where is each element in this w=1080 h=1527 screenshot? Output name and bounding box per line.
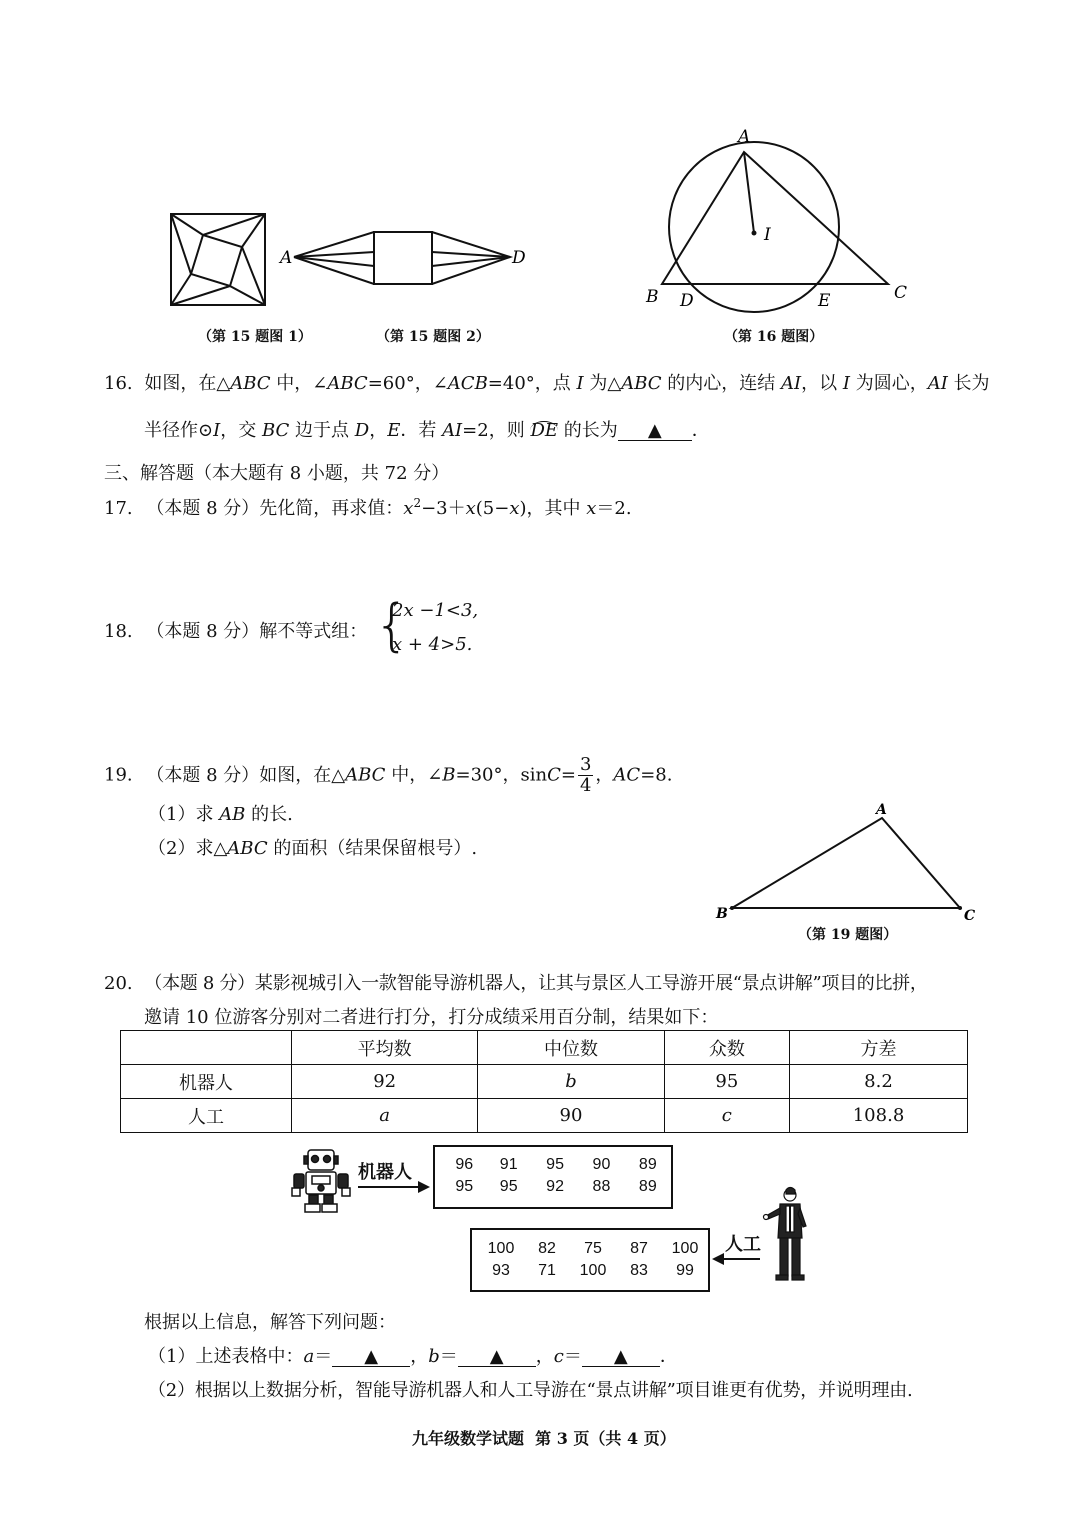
q18-brace: { bbox=[374, 593, 410, 658]
table-cell: b bbox=[478, 1065, 664, 1099]
fig19-caption: （第 19 题图） bbox=[798, 927, 898, 943]
table-header-cell: 众数 bbox=[664, 1031, 789, 1065]
fig19-label-b: B bbox=[716, 906, 728, 922]
table-cell: 92 bbox=[292, 1065, 478, 1099]
score: 92 bbox=[546, 1178, 564, 1195]
fig16-caption: （第 16 题图） bbox=[724, 329, 824, 345]
page-footer: 九年级数学试题 第 3 页（共 4 页） bbox=[412, 1429, 676, 1448]
score: 89 bbox=[638, 1178, 657, 1195]
table-header-cell bbox=[121, 1031, 292, 1065]
q18-number: 18. bbox=[104, 621, 133, 642]
table-cell: c bbox=[664, 1099, 789, 1133]
q20-number: 20. bbox=[104, 973, 133, 994]
fig16-label-d: D bbox=[680, 291, 694, 311]
score: 100 bbox=[671, 1240, 699, 1257]
score: 100 bbox=[487, 1240, 515, 1257]
fig15-2-caption: （第 15 题图 2） bbox=[376, 329, 490, 345]
table-cell: a bbox=[292, 1099, 478, 1133]
table-row bbox=[121, 1065, 968, 1099]
q19-sub1: （1）求 AB 的长. bbox=[148, 804, 293, 825]
fig15-2-diagram bbox=[278, 222, 538, 292]
fig15-2-label-a: A bbox=[280, 248, 293, 268]
arc-de: DE bbox=[530, 420, 559, 441]
q19-number: 19. bbox=[104, 764, 133, 786]
table-row bbox=[121, 1099, 968, 1133]
fig15-2-label-d: D bbox=[512, 248, 526, 268]
arrow-right-icon bbox=[356, 1180, 432, 1194]
fig16-label-b: B bbox=[646, 287, 659, 307]
fig19-diagram bbox=[712, 798, 982, 923]
arrow-left-icon bbox=[712, 1252, 762, 1266]
robot-scores-box bbox=[433, 1145, 673, 1209]
q20-line2: 邀请 10 位游客分别对二者进行打分，打分成绩采用百分制，结果如下： bbox=[144, 1007, 719, 1028]
fig16-label-e: E bbox=[818, 291, 831, 311]
fig16-label-a: A bbox=[738, 127, 751, 147]
score: 93 bbox=[492, 1262, 510, 1279]
robot-icon bbox=[290, 1148, 352, 1214]
table-cell: 95 bbox=[664, 1065, 789, 1099]
robot-label: 机器人 bbox=[358, 1162, 412, 1183]
score: 89 bbox=[638, 1156, 657, 1173]
table-cell: 人工 bbox=[121, 1099, 292, 1133]
score: 91 bbox=[499, 1156, 518, 1173]
answer-a-blank[interactable]: ▲ bbox=[332, 1348, 410, 1367]
table-cell: 108.8 bbox=[790, 1099, 968, 1133]
score: 82 bbox=[538, 1240, 556, 1257]
stats-table bbox=[120, 1030, 968, 1133]
score: 96 bbox=[455, 1156, 474, 1173]
human-scores-row bbox=[478, 1240, 708, 1258]
q20-line1: 20. （本题 8 分）某影视城引入一款智能导游机器人，让其与景区人工导游开展“景点讲解”项目的比拼， bbox=[104, 973, 928, 994]
q18-ineq2: x + 4>5. bbox=[392, 634, 473, 655]
table-header-cell: 中位数 bbox=[478, 1031, 664, 1065]
table-header-cell: 方差 bbox=[790, 1031, 968, 1065]
table-cell: 90 bbox=[478, 1099, 664, 1133]
table-cell: 8.2 bbox=[790, 1065, 968, 1099]
table-cell: 机器人 bbox=[121, 1065, 292, 1099]
q16-line1: 16. 如图，在△ABC 中，∠ABC=60°，∠ACB=40°，点 I 为△ABC 的内心，连结 AI，以 I 为圆心，AI 长为 bbox=[104, 373, 990, 394]
fig19-label-c: C bbox=[964, 908, 976, 923]
human-scores-row bbox=[478, 1262, 708, 1280]
table-header-row bbox=[121, 1031, 968, 1065]
score: 83 bbox=[630, 1262, 648, 1279]
q16-answer-blank[interactable]: ▲ bbox=[618, 422, 692, 441]
fig15-1-diagram bbox=[168, 210, 268, 310]
score: 88 bbox=[592, 1178, 611, 1195]
q19-line: 19. （本题 8 分）如图，在△ABC 中，∠B=30°，sinC= $\frac{3}{4}$ ，AC=8. bbox=[104, 754, 673, 796]
q19-sub2: （2）求△ABC 的面积（结果保留根号）. bbox=[148, 838, 478, 859]
fig16-label-i: I bbox=[764, 225, 771, 245]
fig16-label-c: C bbox=[894, 283, 908, 303]
q16-number: 16. bbox=[104, 373, 133, 394]
score: 90 bbox=[592, 1156, 611, 1173]
answer-c-blank[interactable]: ▲ bbox=[582, 1348, 660, 1367]
score: 100 bbox=[579, 1262, 607, 1279]
q17-number: 17. bbox=[104, 498, 133, 519]
q19-fraction: $\frac{3}{4}$ bbox=[579, 754, 592, 796]
q17: 17. （本题 8 分）先化简，再求值：$x^2-3+x(5-x)$，其中 x＝2. bbox=[104, 496, 632, 519]
score: 71 bbox=[538, 1262, 556, 1279]
q18-ineq1: 2x −1<3, bbox=[392, 600, 479, 621]
section3-heading: 三、解答题（本大题有 8 小题，共 72 分） bbox=[104, 463, 450, 484]
q16-line2: 半径作⊙I，交 BC 边于点 D，E．若 AI=2，则 DE 的长为 ▲ ． bbox=[144, 420, 710, 441]
score: 99 bbox=[676, 1262, 694, 1279]
table-header-cell: 平均数 bbox=[292, 1031, 478, 1065]
answer-b-blank[interactable]: ▲ bbox=[458, 1348, 536, 1367]
score: 87 bbox=[630, 1240, 648, 1257]
q20-prompt: 根据以上信息，解答下列问题： bbox=[144, 1312, 396, 1333]
q20-sub1: （1）上述表格中：a＝ ▲ ，b＝ ▲ ，c＝ ▲ ． bbox=[148, 1346, 678, 1367]
fig15-1-caption: （第 15 题图 1） bbox=[198, 329, 312, 345]
human-scores-box bbox=[470, 1228, 710, 1292]
score: 95 bbox=[546, 1156, 564, 1173]
fig19-label-a: A bbox=[876, 802, 887, 818]
fig16-diagram bbox=[640, 122, 920, 317]
human-label: 人工 bbox=[725, 1234, 761, 1255]
q18: 18. （本题 8 分）解不等式组： bbox=[104, 621, 368, 642]
robot-scores-row bbox=[443, 1178, 671, 1196]
q20-sub2: （2）根据以上数据分析，智能导游机器人和人工导游在“景点讲解”项目谁更有优势，并说明理由. bbox=[148, 1380, 913, 1401]
score: 95 bbox=[455, 1178, 474, 1195]
tour-guide-icon bbox=[762, 1186, 810, 1282]
score: 95 bbox=[499, 1178, 518, 1195]
score: 75 bbox=[584, 1240, 602, 1257]
robot-scores-row bbox=[443, 1156, 671, 1174]
